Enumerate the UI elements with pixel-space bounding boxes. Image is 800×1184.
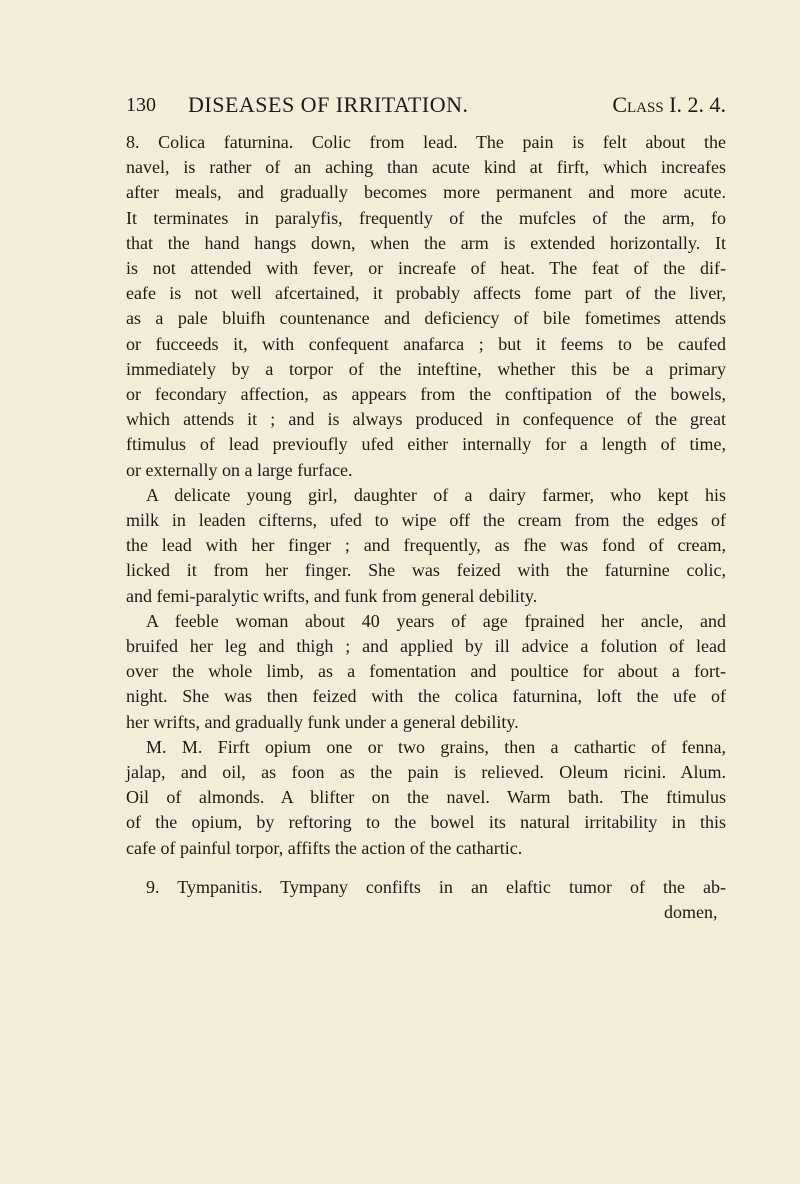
- text-line: 9. Tympanitis. Tympany confifts in an elaftic tumor of the ab-: [146, 876, 726, 897]
- text-line: her wrifts, and gradually funk under a general debility.: [126, 711, 519, 732]
- text-line: over the whole limb, as a fomentation and poultice for about a fort-: [126, 661, 726, 682]
- text-line: and femi-paralytic wrifts, and funk from general debility.: [126, 585, 538, 606]
- text-line: cafe of painful torpor, affifts the action of the cathartic.: [126, 837, 523, 858]
- page-number: 130: [126, 94, 156, 116]
- text-line: as a pale bluifh countenance and deficiency of bile fometimes attends: [126, 308, 726, 329]
- text-line: domen,: [664, 902, 718, 922]
- text-line: It terminates in paralyfis, frequently of the mufcles of the arm, fo: [126, 207, 726, 228]
- text-line: or fucceeds it, with confequent anafarca ; but it feems to be caufed: [126, 333, 726, 354]
- text-line: M. M. Firft opium one or two grains, then a cathartic of fenna,: [146, 736, 726, 757]
- text-line: navel, is rather of an aching than acute kind at firft, which increafes: [126, 157, 726, 178]
- text-line: the lead with her finger ; and frequently, as fhe was fond of cream,: [126, 535, 726, 556]
- text-line: or externally on a large furface.: [126, 459, 353, 480]
- running-title: DISEASES OF IRRITATION.: [188, 92, 469, 117]
- text-line: Oil of almonds. A blifter on the navel. Warm bath. The ftimulus: [126, 787, 726, 808]
- text-line: jalap, and oil, as foon as the pain is relieved. Oleum ricini. Alum.: [126, 762, 726, 782]
- text-line: of the opium, by reftoring to the bowel its natural irritability in this: [126, 812, 726, 833]
- text-line: bruifed her leg and thigh ; and applied by ill advice a folution of lead: [126, 636, 726, 656]
- text-line: A delicate young girl, daughter of a dairy farmer, who kept his: [146, 484, 726, 505]
- text-line: 8. Colica faturnina. Colic from lead. The pain is felt about the: [126, 132, 726, 152]
- text-line: eafe is not well afcertained, it probably affects fome part of the liver,: [126, 283, 726, 304]
- text-line: or fecondary affection, as appears from the conftipation of the bowels,: [126, 384, 726, 404]
- class-reference: Class I. 2. 4.: [612, 92, 726, 117]
- text-line: is not attended with fever, or increafe of heat. The feat of the dif-: [126, 258, 726, 278]
- text-line: milk in leaden cifterns, ufed to wipe off the cream from the edges of: [126, 510, 726, 530]
- text-line: ftimulus of lead previoufly ufed either internally for a length of time,: [126, 434, 726, 455]
- text-line: which attends it ; and is always produced in confequence of the great: [126, 409, 726, 430]
- text-line: licked it from her finger. She was feized with the faturnine colic,: [126, 560, 726, 581]
- text-line: after meals, and gradually becomes more permanent and more acute.: [126, 182, 726, 203]
- text-line: that the hand hangs down, when the arm is extended horizontally. It: [126, 232, 726, 253]
- running-header: [126, 92, 726, 122]
- text-line: A feeble woman about 40 years of age fprained her ancle, and: [146, 610, 726, 631]
- text-line: immediately by a torpor of the inteftine, whether this be a primary: [126, 358, 726, 379]
- text-line: night. She was then feized with the colica faturnina, loft the ufe of: [126, 686, 726, 707]
